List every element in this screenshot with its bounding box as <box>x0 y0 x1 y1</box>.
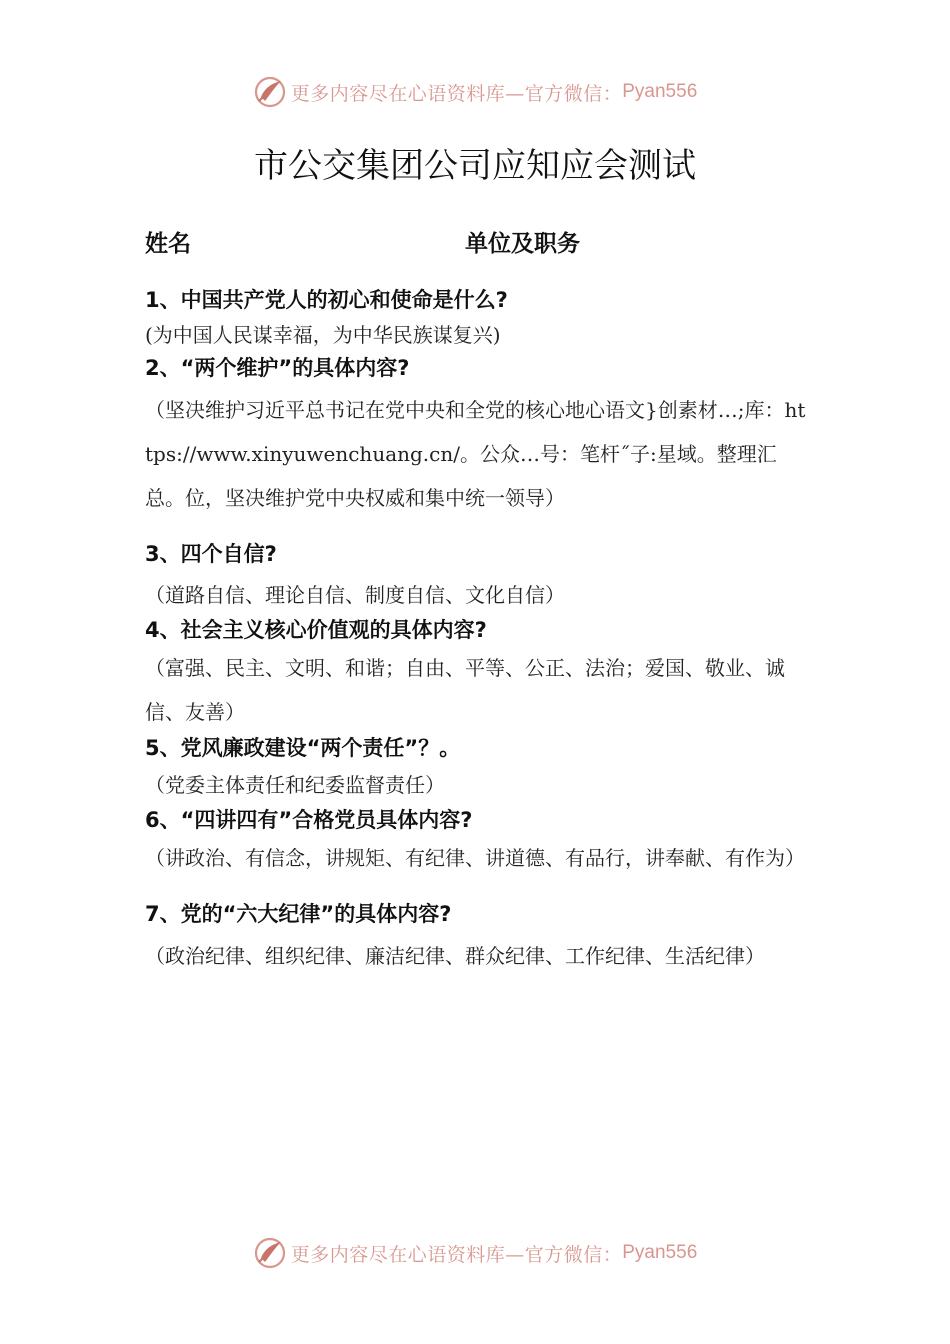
question-item-4 <box>145 610 810 734</box>
question-item-7 <box>145 894 810 978</box>
question-item-5 <box>145 728 810 806</box>
watermark-id: Pyan556 <box>622 1242 698 1263</box>
answer-text: （政治纪律、组织纪律、廉洁纪律、群众纪律、工作纪律、生活纪律） <box>145 944 765 968</box>
watermark-id: Pyan556 <box>622 81 698 102</box>
question-list <box>145 280 810 978</box>
answer-text: （坚决维护习近平总书记在党中央和全党的核心地心语文}创素材…;库：https://www.xinyuwenchuang.cn/。公众…号：笔杆˝子:星域。整理汇总。位，坚决维护党中央权威和集中统一领导） <box>145 398 806 510</box>
watermark-logo-icon <box>253 1236 287 1270</box>
answer-text: （富强、民主、文明、和谐；自由、平等、公正、法治；爱国、敬业、诚信、友善） <box>145 656 785 724</box>
watermark-text: 更多内容尽在心语资料库—官方微信： <box>290 1243 623 1266</box>
question-text: 7、党的“六大纪律”的具体内容? <box>145 902 452 926</box>
answer-text: (为中国人民谋幸福，为中华民族谋复兴) <box>145 323 501 347</box>
watermark-logo-icon <box>253 75 287 109</box>
question-text: 2、“两个维护”的具体内容? <box>145 356 410 380</box>
question-text: 3、四个自信? <box>145 542 277 566</box>
answer-text: （党委主体责任和纪委监督责任） <box>145 773 445 797</box>
header-watermark <box>0 72 950 112</box>
question-text: 4、社会主义核心价值观的具体内容? <box>145 618 487 642</box>
question-text: 1、中国共产党人的初心和使命是什么? <box>145 288 508 312</box>
question-item-1 <box>145 280 810 356</box>
question-text: 6、“四讲四有”合格党员具体内容? <box>145 808 473 832</box>
question-text: 5、党风廉政建设“两个责任”？。 <box>145 736 461 760</box>
question-item-3 <box>145 534 810 616</box>
document-title: 市公交集团公司应知应会测试 <box>254 146 696 186</box>
name-label: 姓名 <box>145 231 191 257</box>
question-item-2 <box>145 348 810 520</box>
watermark-text: 更多内容尽在心语资料库—官方微信： <box>290 82 623 105</box>
question-item-6 <box>145 800 810 880</box>
unit-label: 单位及职务 <box>465 231 580 257</box>
answer-text: （道路自信、理论自信、制度自信、文化自信） <box>145 583 565 607</box>
answer-text: （讲政治、有信念，讲规矩、有纪律、讲道德、有品行，讲奉献、有作为） <box>145 846 805 870</box>
footer-watermark <box>0 1233 950 1273</box>
